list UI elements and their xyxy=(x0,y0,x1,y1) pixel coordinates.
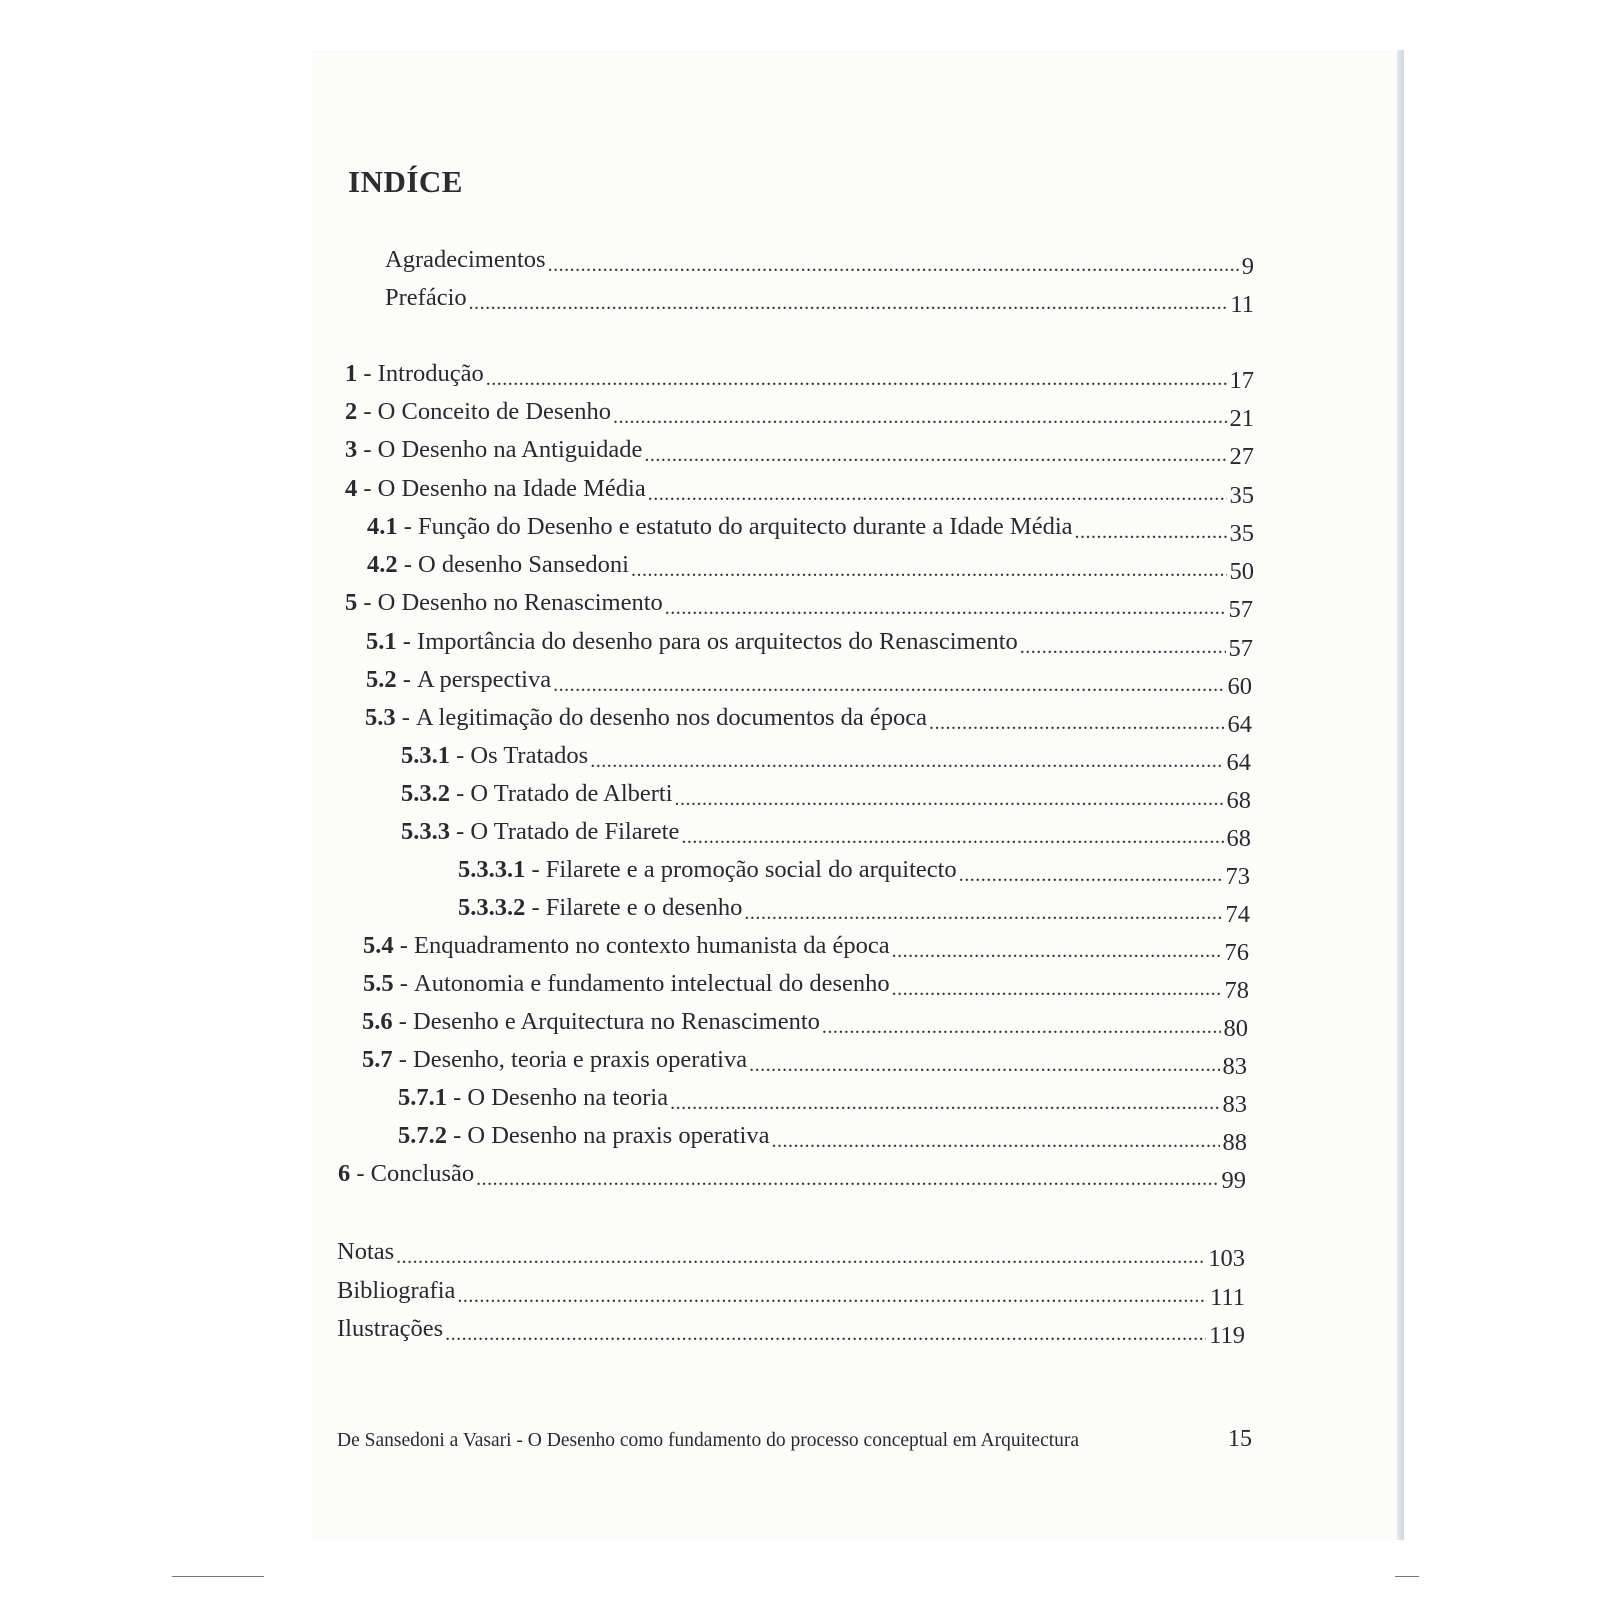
toc-entry-page: 80 xyxy=(1223,1015,1248,1042)
toc-entry-section-5-4 xyxy=(363,932,1249,966)
toc-entry-agradecimentos xyxy=(385,246,1254,280)
toc-leader-dots xyxy=(665,597,1226,620)
toc-entry-ilustracoes xyxy=(337,1315,1245,1349)
toc-separator: - xyxy=(393,970,415,997)
toc-entry-number: 5.3 xyxy=(365,704,396,731)
toc-separator: - xyxy=(392,1046,414,1073)
toc-entry-chapter-1 xyxy=(345,360,1254,394)
toc-entry-label xyxy=(458,894,742,922)
toc-entry-label: Bibliografia xyxy=(337,1277,456,1304)
toc-entry-text: A legitimação do desenho nos documentos da época xyxy=(416,704,928,731)
toc-entry-label xyxy=(367,513,1073,541)
toc-entry-number: 5 xyxy=(345,589,358,616)
toc-entry-page: 57 xyxy=(1228,596,1253,623)
toc-leader-dots xyxy=(644,444,1226,467)
toc-leader-dots xyxy=(959,864,1223,887)
toc-entry-number: 4.1 xyxy=(367,513,398,540)
toc-entry-number: 5.2 xyxy=(366,666,397,693)
toc-separator: - xyxy=(447,1122,468,1149)
toc-separator: - xyxy=(357,475,378,502)
toc-leader-dots xyxy=(445,1323,1206,1346)
toc-entry-label xyxy=(362,1008,820,1036)
toc-entry-page: 83 xyxy=(1222,1091,1247,1118)
toc-separator: - xyxy=(525,856,546,883)
toc-separator: - xyxy=(350,1160,371,1187)
toc-leader-dots xyxy=(548,254,1239,277)
toc-entry-number: 1 xyxy=(345,360,358,387)
crop-mark-left xyxy=(172,1576,264,1577)
toc-leader-dots xyxy=(469,292,1228,315)
toc-entry-page: 11 xyxy=(1230,291,1254,318)
toc-entry-section-5-3-3-1 xyxy=(458,856,1250,890)
toc-entry-label xyxy=(401,742,588,770)
toc-entry-number: 6 xyxy=(338,1160,351,1187)
toc-separator: - xyxy=(357,360,378,387)
toc-leader-dots xyxy=(486,368,1227,391)
toc-separator: - xyxy=(397,551,419,578)
toc-entry-page: 111 xyxy=(1210,1284,1245,1311)
toc-entry-page: 78 xyxy=(1224,977,1249,1004)
toc-leader-dots xyxy=(1075,521,1227,544)
toc-entry-text: Importância do desenho para os arquitectos do Renascimento xyxy=(417,628,1018,655)
toc-entry-text: A perspectiva xyxy=(417,666,552,693)
toc-leader-dots xyxy=(476,1168,1218,1191)
toc-entry-number: 5.7 xyxy=(362,1046,393,1073)
toc-entry-text: O Conceito de Desenho xyxy=(377,398,612,425)
toc-entry-page: 50 xyxy=(1229,558,1254,585)
toc-entry-number: 4 xyxy=(345,475,358,502)
toc-entry-label xyxy=(367,551,629,579)
toc-entry-page: 35 xyxy=(1229,482,1254,509)
toc-entry-number: 5.1 xyxy=(366,628,397,655)
toc-entry-page: 64 xyxy=(1227,711,1252,738)
toc-separator: - xyxy=(357,398,378,425)
toc-entry-page: 88 xyxy=(1222,1129,1247,1156)
toc-entry-page: 35 xyxy=(1229,520,1254,547)
page-number: 15 xyxy=(1228,1426,1252,1452)
toc-entry-page: 27 xyxy=(1229,443,1254,470)
toc-entry-bibliografia xyxy=(337,1277,1245,1311)
toc-entry-number: 5.5 xyxy=(363,970,394,997)
toc-entry-label xyxy=(362,1046,747,1074)
toc-entry-section-4-1 xyxy=(367,513,1254,547)
toc-entry-text: Desenho e Arquitectura no Renascimento xyxy=(413,1008,820,1035)
page-title: INDÍCE xyxy=(348,164,463,199)
toc-entry-label xyxy=(398,1122,770,1150)
toc-leader-dots xyxy=(929,712,1224,735)
toc-separator: - xyxy=(393,932,415,959)
toc-entry-page: 17 xyxy=(1229,367,1254,394)
toc-entry-section-5-3-1 xyxy=(401,742,1251,776)
toc-entry-text: O Desenho na teoria xyxy=(467,1084,669,1111)
toc-entry-text: Introdução xyxy=(377,360,484,387)
toc-entry-text: O Desenho na Idade Média xyxy=(377,475,646,502)
toc-entry-page: 74 xyxy=(1225,901,1250,928)
toc-entry-label xyxy=(345,360,484,388)
toc-separator: - xyxy=(450,742,471,769)
toc-entry-text: O Tratado de Filarete xyxy=(470,818,680,845)
toc-entry-text: Função do Desenho e estatuto do arquitecto durante a Idade Média xyxy=(418,513,1073,540)
toc-entry-notas xyxy=(337,1238,1245,1272)
toc-entry-text: O Desenho na praxis operativa xyxy=(467,1122,770,1149)
toc-separator: - xyxy=(525,894,546,921)
toc-entry-label xyxy=(345,398,611,426)
toc-entry-section-5-3-2 xyxy=(401,780,1251,814)
toc-entry-number: 5.6 xyxy=(362,1008,393,1035)
toc-entry-chapter-3 xyxy=(345,436,1254,470)
toc-entry-text: Os Tratados xyxy=(470,742,589,769)
toc-leader-dots xyxy=(670,1092,1219,1115)
toc-leader-dots xyxy=(681,826,1223,849)
toc-entry-text: Desenho, teoria e praxis operativa xyxy=(413,1046,748,1073)
toc-separator: - xyxy=(447,1084,468,1111)
toc-separator: - xyxy=(357,589,378,616)
toc-separator: - xyxy=(396,666,418,693)
toc-leader-dots xyxy=(749,1054,1219,1077)
toc-entry-section-5-7 xyxy=(362,1046,1247,1080)
toc-entry-label xyxy=(366,628,1018,656)
toc-separator: - xyxy=(450,818,471,845)
toc-entry-text: O desenho Sansedoni xyxy=(418,551,629,578)
toc-entry-text: Filarete e a promoção social do arquitecto xyxy=(545,856,957,883)
toc-separator: - xyxy=(357,436,378,463)
toc-entry-label xyxy=(363,932,890,960)
toc-entry-page: 83 xyxy=(1222,1053,1247,1080)
toc-entry-section-4-2 xyxy=(367,551,1254,585)
toc-entry-text: O Desenho na Antiguidade xyxy=(377,436,643,463)
toc-entry-page: 9 xyxy=(1241,253,1254,280)
toc-entry-page: 119 xyxy=(1209,1322,1245,1349)
toc-leader-dots xyxy=(590,750,1223,773)
toc-entry-number: 5.3.3.2 xyxy=(458,894,526,921)
toc-entry-text: Autonomia e fundamento intelectual do desenho xyxy=(414,970,890,997)
toc-entry-chapter-4 xyxy=(345,475,1254,509)
toc-entry-chapter-5 xyxy=(345,589,1253,623)
toc-leader-dots xyxy=(744,902,1222,925)
toc-leader-dots xyxy=(822,1016,1221,1039)
toc-entry-label: Prefácio xyxy=(385,284,467,311)
toc-leader-dots xyxy=(613,406,1226,429)
page-footer xyxy=(337,1426,1252,1453)
toc-entry-label xyxy=(345,589,663,617)
toc-entry-section-5-3-3 xyxy=(401,818,1251,852)
toc-leader-dots xyxy=(631,559,1227,582)
toc-separator: - xyxy=(395,704,417,731)
toc-entry-label: Ilustrações xyxy=(337,1315,444,1342)
toc-entry-text: Filarete e o desenho xyxy=(545,894,743,921)
toc-entry-section-5-3-3-2 xyxy=(458,894,1250,928)
toc-entry-label xyxy=(365,704,927,732)
toc-entry-chapter-2 xyxy=(345,398,1254,432)
toc-leader-dots xyxy=(457,1285,1207,1308)
toc-entry-label: Agradecimentos xyxy=(385,246,546,273)
toc-entry-label xyxy=(401,780,673,808)
toc-separator: - xyxy=(392,1008,414,1035)
toc-entry-label xyxy=(338,1160,474,1188)
toc-entry-page: 76 xyxy=(1224,939,1249,966)
toc-entry-number: 4.2 xyxy=(367,551,398,578)
toc-entry-section-5-3 xyxy=(365,704,1252,738)
toc-entry-page: 60 xyxy=(1227,673,1252,700)
toc-entry-label xyxy=(458,856,957,884)
toc-entry-prefacio xyxy=(385,284,1254,318)
toc-entry-label: Notas xyxy=(337,1238,395,1265)
toc-entry-number: 5.3.2 xyxy=(401,780,450,807)
crop-mark-right xyxy=(1395,1576,1419,1577)
toc-entry-page: 73 xyxy=(1225,863,1250,890)
toc-entry-section-5-7-1 xyxy=(398,1084,1247,1118)
toc-entry-page: 21 xyxy=(1229,405,1254,432)
toc-entry-section-5-6 xyxy=(362,1008,1248,1042)
toc-entry-section-5-7-2 xyxy=(398,1122,1247,1156)
toc-entry-number: 3 xyxy=(345,436,358,463)
toc-entry-page: 57 xyxy=(1228,635,1253,662)
toc-entry-label xyxy=(363,970,890,998)
toc-entry-text: Enquadramento no contexto humanista da época xyxy=(414,932,890,959)
toc-leader-dots xyxy=(675,788,1224,811)
toc-separator: - xyxy=(396,628,418,655)
toc-entry-text: O Tratado de Alberti xyxy=(470,780,673,807)
running-title: De Sansedoni a Vasari - O Desenho como fundamento do processo conceptual em Arquitectura xyxy=(337,1430,1080,1451)
toc-entry-number: 5.7.2 xyxy=(398,1122,447,1149)
toc-entry-section-5-1 xyxy=(366,628,1253,662)
toc-entry-section-5-2 xyxy=(366,666,1252,700)
page-edge-shadow xyxy=(1397,50,1404,1540)
toc-entry-label xyxy=(398,1084,668,1112)
toc-entry-label xyxy=(345,475,646,503)
toc-leader-dots xyxy=(772,1130,1220,1153)
toc-entry-number: 5.3.3.1 xyxy=(458,856,526,883)
toc-leader-dots xyxy=(553,674,1224,697)
toc-entry-number: 5.3.1 xyxy=(401,742,450,769)
toc-entry-chapter-6 xyxy=(338,1160,1246,1194)
toc-entry-page: 99 xyxy=(1221,1167,1246,1194)
toc-entry-page: 68 xyxy=(1226,825,1251,852)
toc-entry-number: 5.7.1 xyxy=(398,1084,447,1111)
toc-leader-dots xyxy=(648,483,1227,506)
toc-entry-text: O Desenho no Renascimento xyxy=(377,589,663,616)
toc-leader-dots xyxy=(892,940,1222,963)
toc-entry-page: 64 xyxy=(1226,749,1251,776)
toc-entry-text: Conclusão xyxy=(370,1160,475,1187)
toc-separator: - xyxy=(397,513,419,540)
toc-entry-number: 2 xyxy=(345,398,358,425)
toc-leader-dots xyxy=(396,1246,1205,1269)
toc-entry-number: 5.3.3 xyxy=(401,818,450,845)
toc-separator: - xyxy=(450,780,471,807)
toc-entry-label xyxy=(345,436,642,464)
toc-entry-page: 103 xyxy=(1208,1245,1245,1272)
toc-entry-label xyxy=(401,818,679,846)
toc-entry-section-5-5 xyxy=(363,970,1249,1004)
toc-entry-number: 5.4 xyxy=(363,932,394,959)
toc-leader-dots xyxy=(892,978,1222,1001)
toc-leader-dots xyxy=(1020,636,1226,659)
toc-entry-page: 68 xyxy=(1226,787,1251,814)
toc-entry-label xyxy=(366,666,551,694)
